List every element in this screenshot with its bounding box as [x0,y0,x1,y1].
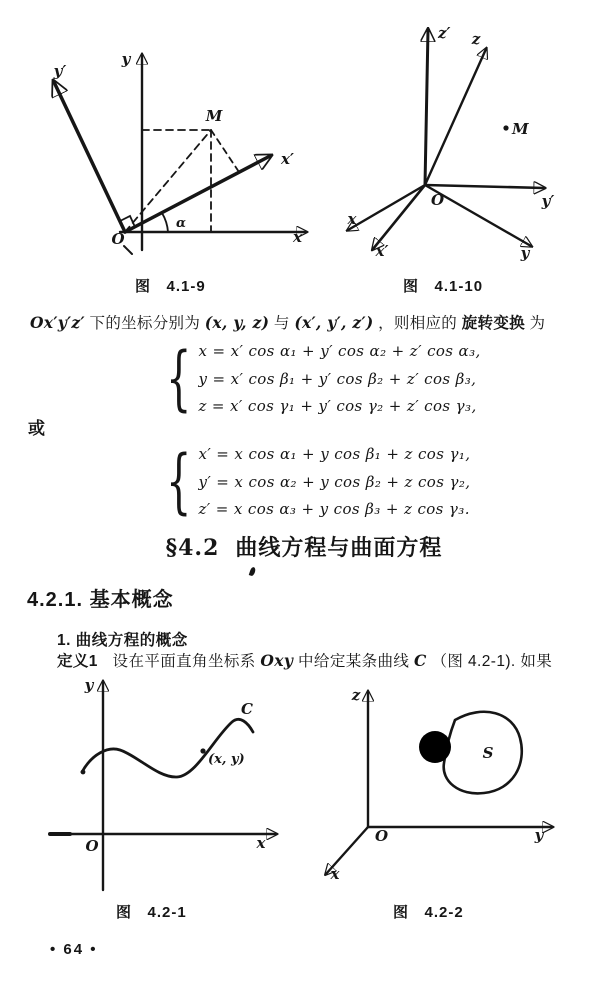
equation-line: y = x′ cos β₁ + y′ cos β₂ + z′ cos β₃, [198,369,477,388]
equation-line: z′ = x cos α₃ + y cos β₃ + z cos γ₃. [198,500,470,518]
left-brace: { [166,339,192,420]
z-prime-axis-line [425,30,428,185]
axis-label-z: z [351,686,361,704]
axis-label-x-prime: x′ [281,150,294,168]
figure-4-1-9 [18,28,310,270]
x-axis-line [348,185,425,230]
section-heading [0,531,608,562]
axis-label-y-prime: y′ [53,62,67,80]
text-segment: ，则相应的 [378,315,458,332]
math-curve-c: C [414,651,427,670]
y-prime-axis-line [54,82,125,232]
equation-line: z = x′ cos γ₁ + y′ cos γ₂ + z′ cos γ₃, [198,397,477,415]
list-item-1: 1. 曲线方程的概念 [57,632,188,649]
surface-s-small-loop [419,731,451,763]
definition-term: 定义1 [57,653,98,670]
y-prime-axis-line [425,185,544,188]
equation-system-2 [166,441,470,524]
equation-line: y′ = x cos α₂ + y cos β₂ + z cos γ₂, [198,472,471,491]
math-oxy: Oxy [260,651,294,670]
ink-stray-tick [124,246,132,254]
figure-caption-4-2-2: 图 4.2-2 [393,904,464,921]
equation-line: x = x′ cos α₁ + y′ cos α₂ + z′ cos α₃, [198,342,481,360]
math-oxyz-prime: Ox′y′z′ [30,313,85,332]
surface-label-s: S [482,744,494,762]
origin-label: O [431,191,445,209]
z-axis-line [425,49,486,185]
figure-caption-4-1-9: 图 4.1-9 [135,278,206,295]
text-segment: 与 [273,315,295,332]
alpha-angle-arc [162,213,168,232]
point-label-m: M [512,120,529,138]
curve-start-blob [81,770,86,775]
curve-label-c: C [241,700,253,718]
definition-1-line [57,649,552,671]
dashed-line-perpendicular [211,130,239,172]
equation-lines [198,441,470,524]
point-label-xy: (x, y) [208,752,245,767]
figure-4-2-1 [28,676,296,898]
text-rotation-transform-bold: 旋转变换 [461,315,525,332]
axis-label-y: y [520,244,530,262]
point-label-m: M [205,107,223,125]
axis-label-x: x [347,210,357,228]
subsection-heading: 4.2.1. 基本概念 [27,589,174,611]
math-xyz-prime-tuple: (x′, y′, z′) [294,313,374,332]
point-m-dot [503,125,508,130]
axis-label-y: y [534,826,544,844]
point-xy-dot [200,748,205,753]
text-segment: 中给定某条曲线 [298,653,415,670]
origin-label: O [375,827,389,845]
axis-label-x: x [330,865,340,883]
equation-lines [198,338,480,421]
left-brace: { [166,442,192,523]
origin-label: O [111,230,125,248]
equation-line: x′ = x cos α₁ + y cos β₁ + z cos γ₁, [198,445,471,463]
axis-label-x-prime: x′ [375,242,389,260]
dashed-line-om [125,130,211,232]
text-segment: （图 4.2-1). 如果 [431,653,553,670]
figure-4-2-2 [305,676,585,898]
angle-label-alpha: α [175,216,187,231]
section-title: 曲线方程与曲面方程 [235,535,443,560]
origin-label: O [85,837,99,855]
section-number: §4.2 [165,535,220,561]
x-prime-axis-line [125,156,270,232]
equation-system-1 [166,338,481,421]
text-segment: 为 [529,315,546,332]
axis-label-z-prime: z′ [438,24,451,42]
axis-label-x: x [256,834,266,852]
paragraph-rotation-transform [30,311,545,333]
figure-caption-4-2-1: 图 4.2-1 [116,904,187,921]
axis-label-y: y [84,676,94,694]
axis-label-y: y [121,50,131,68]
text-segment: 设在平面直角坐标系 [112,653,261,670]
axis-label-z: z [471,30,481,48]
figure-caption-4-1-10: 图 4.1-10 [403,278,484,295]
axis-label-y-prime: y′ [541,192,555,210]
ink-speck [249,566,257,576]
x-prime-axis-line [373,185,425,249]
page-number: • 64 • [50,941,98,958]
axis-label-x: x [293,228,302,246]
connector-or: 或 [28,419,45,438]
math-xyz-tuple: (x, y, z) [204,313,270,332]
figure-4-1-10 [312,14,598,266]
text-segment: 下的坐标分别为 [89,315,205,332]
curve-c-path [82,719,253,777]
